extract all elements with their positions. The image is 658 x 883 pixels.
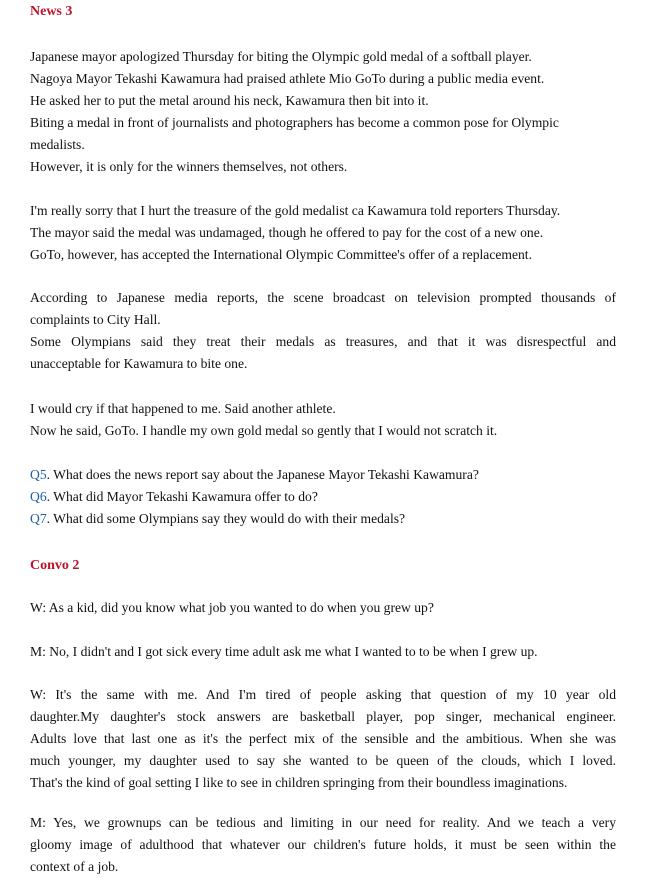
text-line: M: No, I didn't and I got sick every time adult ask me what I wanted to to be when I grew up. (30, 644, 538, 659)
text-line: much younger, my daughter used to say she wanted to be queen of the clouds, which I loved. (30, 753, 616, 768)
convo-line-w1 (30, 597, 616, 619)
text-line: Nagoya Mayor Tekashi Kawamura had praised athlete Mio GoTo during a public media event. (30, 71, 545, 86)
text-line: W: It's the same with me. And I'm tired of people asking that question of my 10 year old (30, 687, 616, 702)
question-list (30, 464, 616, 530)
text-line: Japanese mayor apologized Thursday for biting the Olympic gold medal of a softball player. (30, 49, 532, 64)
question-item (30, 508, 616, 530)
text-line: Adults love that last one as it's the perfect mix of the sensible and the ambitious. When she was (30, 731, 616, 746)
text-line: That's the kind of goal setting I like to see in children springing from their boundless imaginations. (30, 775, 568, 790)
convo-heading: Convo 2 (30, 558, 80, 573)
convo-line-m1 (30, 641, 616, 663)
text-line: He asked her to put the metal around his neck, Kawamura then bit into it. (30, 93, 429, 108)
text-line: The mayor said the medal was undamaged, though he offered to pay for the cost of a new one. (30, 225, 544, 240)
question-text: . What did Mayor Tekashi Kawamura offer to do? (46, 489, 318, 504)
text-line: According to Japanese media reports, the scene broadcast on television prompted thousands of (30, 290, 616, 305)
text-line: I'm really sorry that I hurt the treasure of the gold medalist ca Kawamura told reporters Thursday. (30, 203, 561, 218)
text-line: medalists. (30, 137, 85, 152)
text-line: I would cry if that happened to me. Said another athlete. (30, 401, 336, 416)
text-line: Some Olympians said they treat their medals as treasures, and that it was disrespectful and (30, 334, 616, 349)
question-text: . What does the news report say about the Japanese Mayor Tekashi Kawamura? (46, 467, 479, 482)
text-line: W: As a kid, did you know what job you wanted to do when you grew up? (30, 600, 434, 615)
question-number: Q7 (30, 511, 47, 526)
text-line: M: Yes, we grownups can be tedious and limiting in our need for reality. And we teach a very (30, 815, 616, 830)
text-line: gloomy image of adulthood that whatever our children's future holds, it must be seen within the (30, 837, 616, 852)
question-text: . What did some Olympians say they would do with their medals? (46, 511, 406, 526)
question-number: Q6 (30, 489, 47, 504)
question-number: Q5 (30, 467, 47, 482)
news-paragraph-2 (30, 200, 616, 266)
text-line: daughter.My daughter's stock answers are basketball player, pop singer, mechanical engineer. (30, 709, 616, 724)
text-line: context of a job. (30, 859, 119, 874)
question-item (30, 464, 616, 486)
text-line: Biting a medal in front of journalists and photographers has become a common pose for Olympic (30, 115, 559, 130)
news-paragraph-3 (30, 287, 616, 375)
convo-line-w2 (30, 684, 616, 794)
text-line: However, it is only for the winners themselves, not others. (30, 159, 348, 174)
question-item (30, 486, 616, 508)
text-line: complaints to City Hall. (30, 312, 161, 327)
text-line: Now he said, GoTo. I handle my own gold medal so gently that I would not scratch it. (30, 423, 498, 438)
convo-line-m2 (30, 812, 616, 878)
news-paragraph-4 (30, 398, 616, 442)
news-heading: News 3 (30, 4, 73, 19)
news-paragraph-1 (30, 46, 616, 178)
text-line: GoTo, however, has accepted the International Olympic Committee's offer of a replacement. (30, 247, 532, 262)
text-line: unacceptable for Kawamura to bite one. (30, 356, 248, 371)
